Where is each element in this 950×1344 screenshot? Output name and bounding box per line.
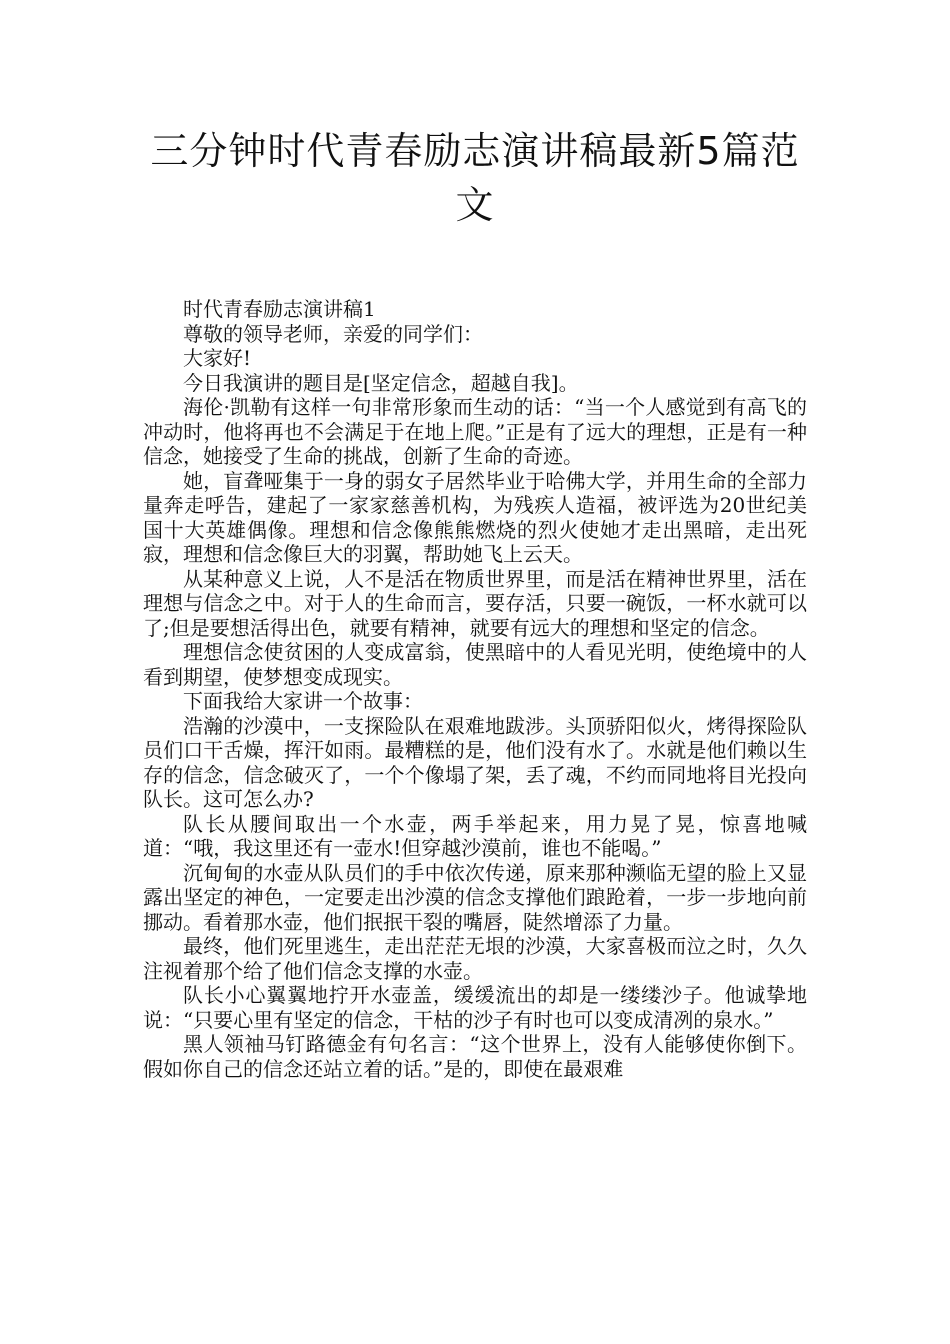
document-body [143,297,807,1081]
paragraph-topic: 今日我演讲的题目是[坚定信念，超越自我]。 [183,370,579,395]
paragraph-salutation: 尊敬的领导老师，亲爱的同学们： [183,321,483,346]
paragraph: 队长小心翼翼地拧开水壶盖，缓缓流出的却是一缕缕沙子。他诚挚地说：“只要心里有坚定的信念，干枯的沙子有时也可以变成清冽的泉水。” [143,983,807,1032]
paragraph: 她，盲聋哑集于一身的弱女子居然毕业于哈佛大学，并用生命的全部力量奔走呼告，建起了一家家慈善机构，为残疾人造福，被评选为20世纪美国十大英雄偶像。理想和信念像熊熊燃烧的烈火使她才走出黑暗，走出死寂，理想和信念像巨大的羽翼，帮助她飞上云天。 [143,468,807,566]
paragraph: 队长从腰间取出一个水壶，两手举起来，用力晃了晃，惊喜地喊道：“哦，我这里还有一壶水!但穿越沙漠前，谁也不能喝。” [143,811,807,860]
paragraph: 从某种意义上说，人不是活在物质世界里，而是活在精神世界里，活在理想与信念之中。对于人的生命而言，要存活，只要一碗饭，一杯水就可以了;但是要想活得出色，就要有精神，就要有远大的理想和坚定的信念。 [143,566,807,640]
paragraph: 黑人领袖马钉路德金有句名言：“这个世界上，没有人能够使你倒下。假如你自己的信念还站立着的话。”是的，即使在最艰难 [143,1032,807,1081]
paragraph-heading: 时代青春励志演讲稿1 [183,297,376,321]
paragraph: 最终，他们死里逃生，走出茫茫无垠的沙漠，大家喜极而泣之时，久久注视着那个给了他们信念支撑的水壶。 [143,934,807,983]
document-title: 三分钟时代青春励志演讲稿最新5篇范文 [150,129,800,227]
paragraph: 下面我给大家讲一个故事： [183,689,423,713]
paragraph: 浩瀚的沙漠中，一支探险队在艰难地跋涉。头顶骄阳似火，烤得探险队员们口干舌燥，挥汗如雨。最糟糕的是，他们没有水了。水就是他们赖以生存的信念，信念破灭了，一个个像塌了架，丢了魂，不约而同地将目光投向队长。这可怎么办? [143,713,807,811]
paragraph: 沉甸甸的水壶从队员们的手中依次传递，原来那种濒临无望的脸上又显露出坚定的神色，一定要走出沙漠的信念支撑他们踉跄着，一步一步地向前挪动。看着那水壶，他们抿抿干裂的嘴唇，陡然增添了力量。 [143,860,807,934]
paragraph: 海伦·凯勒有这样一句非常形象而生动的话：“当一个人感觉到有高飞的冲动时，他将再也不会满足于在地上爬。”正是有了远大的理想，正是有一种信念，她接受了生命的挑战，创新了生命的奇迹。 [143,395,807,468]
paragraph: 理想信念使贫困的人变成富翁，使黑暗中的人看见光明，使绝境中的人看到期望，使梦想变成现实。 [143,640,807,689]
paragraph-greeting: 大家好! [183,346,252,370]
